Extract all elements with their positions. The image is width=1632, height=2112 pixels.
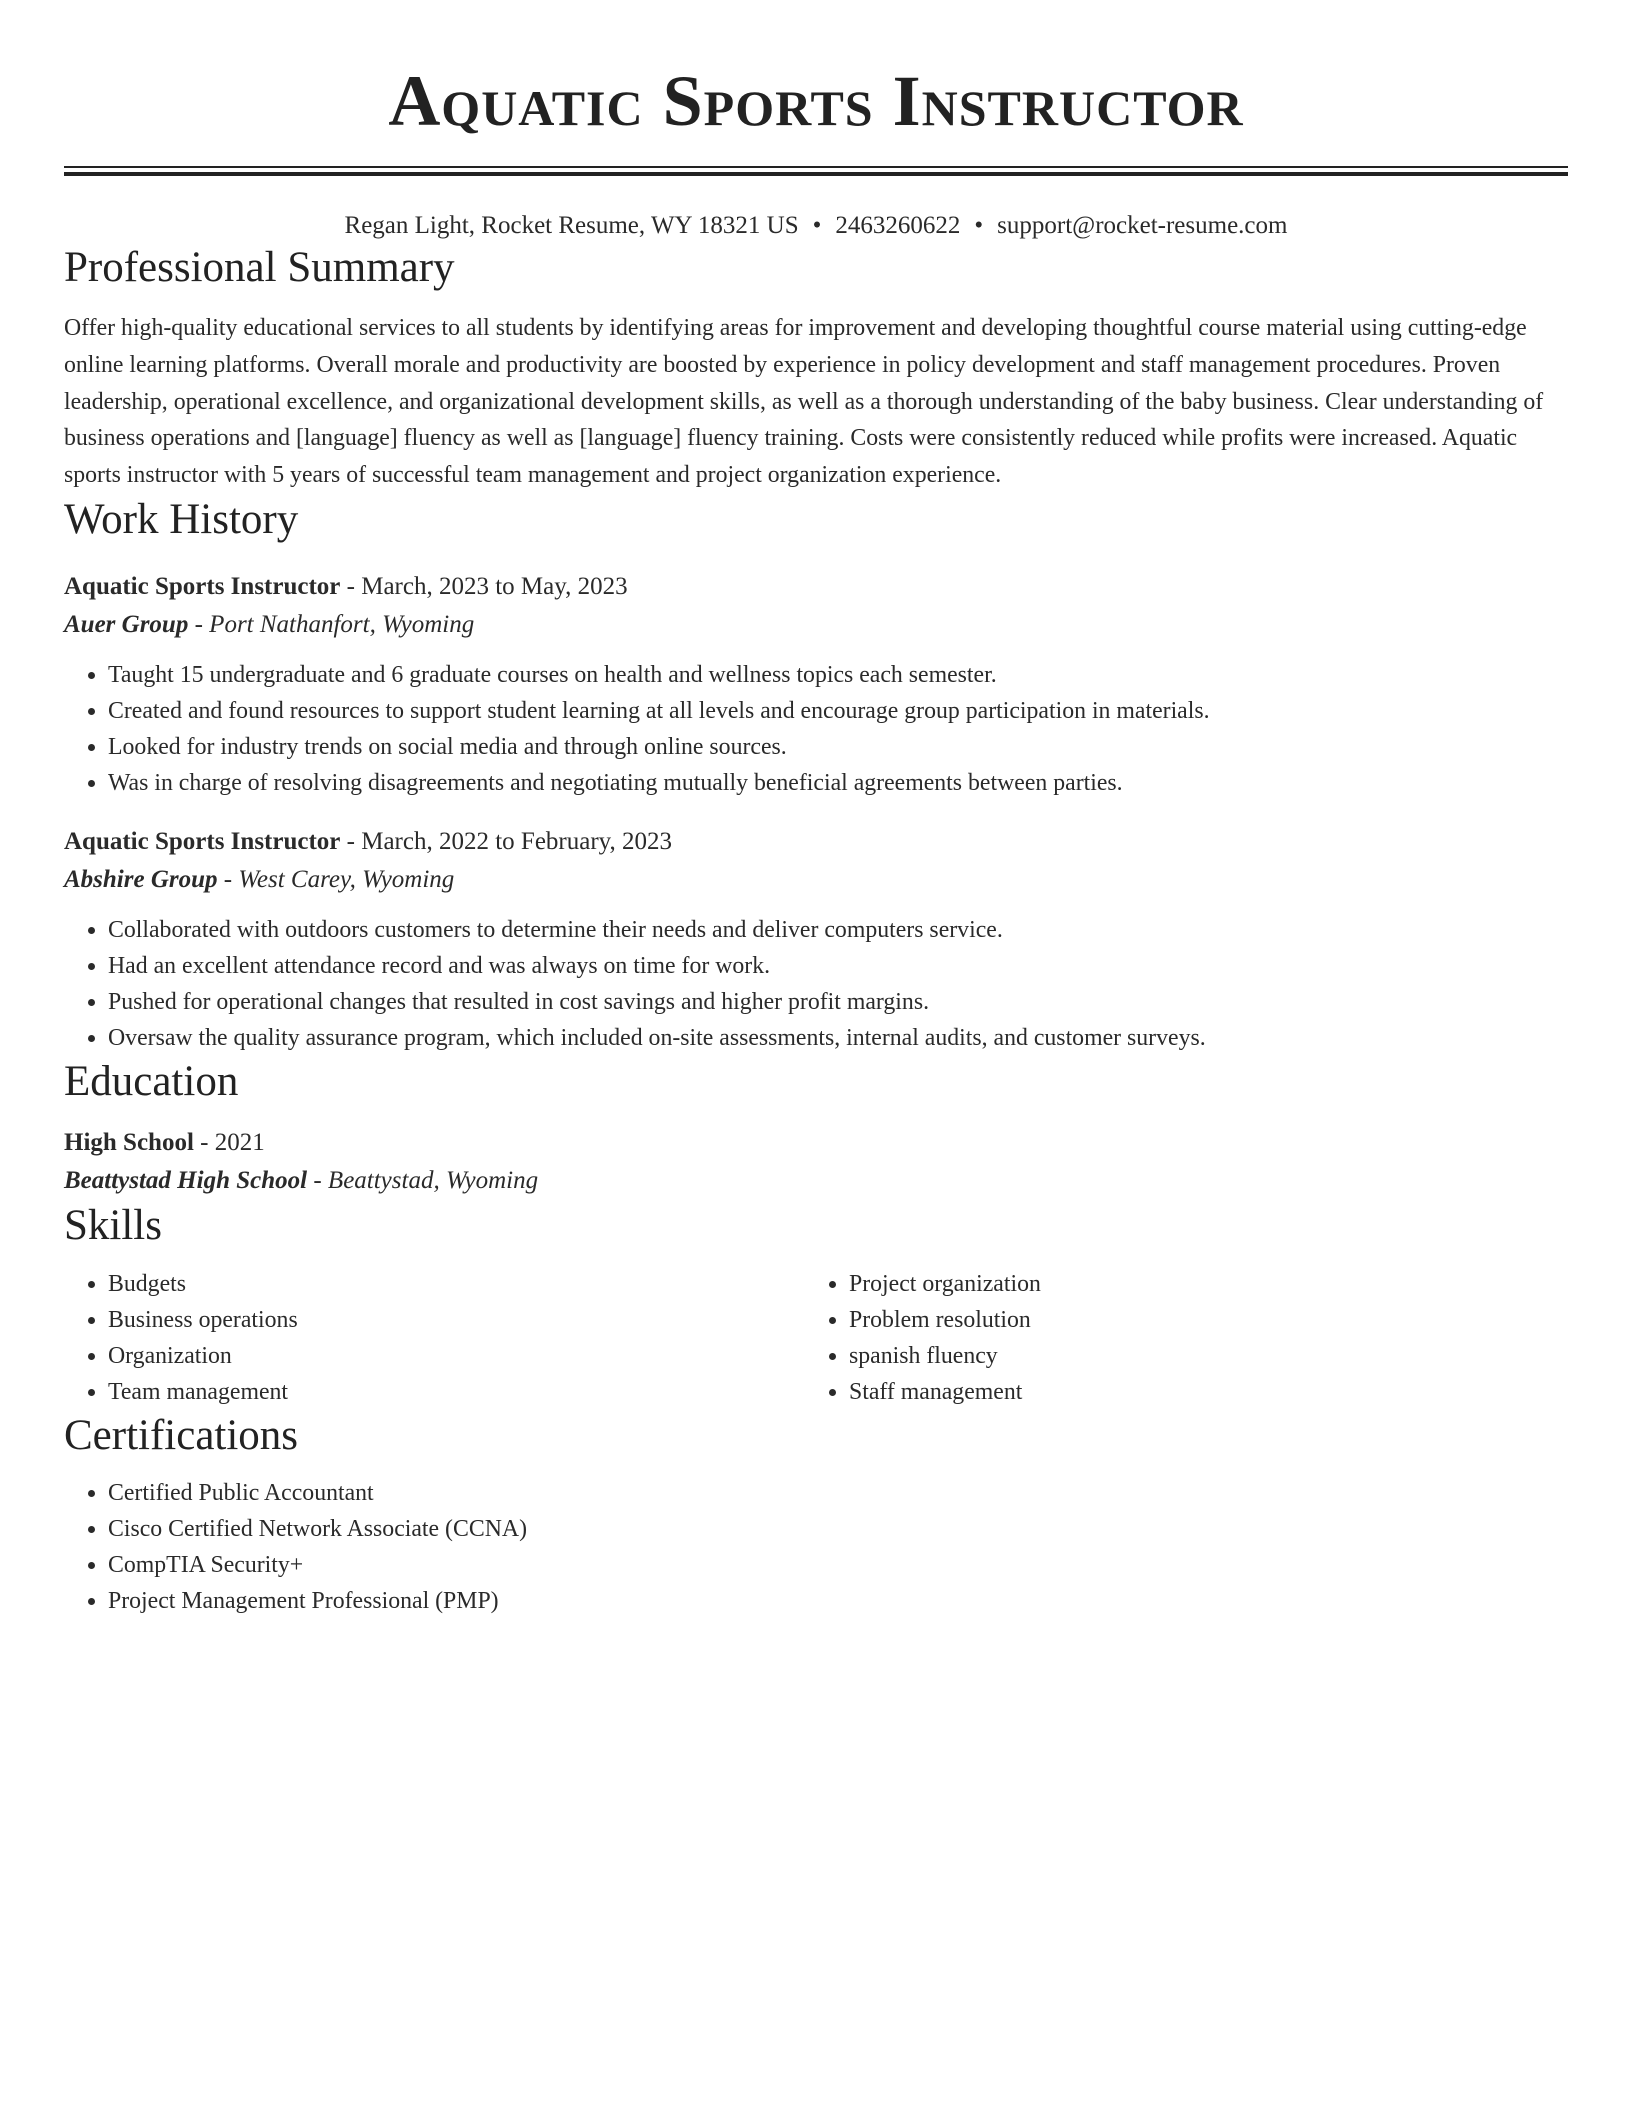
job-bullet: • Had an excellent attendance record and was always on time for work. bbox=[108, 948, 1568, 984]
employer-location: - West Carey, Wyoming bbox=[217, 865, 455, 893]
certification-item: • Cisco Certified Network Associate (CCNA) bbox=[108, 1511, 1568, 1547]
skill-item: • Organization bbox=[108, 1338, 805, 1374]
job-bullet: • Taught 15 undergraduate and 6 graduate courses on health and wellness topics each semester. bbox=[108, 657, 1568, 693]
job-title: Aquatic Sports Instructor bbox=[64, 572, 341, 600]
degree-name: High School bbox=[64, 1128, 194, 1156]
job-bullet: • Created and found resources to support student learning at all levels and encourage group participation in materials. bbox=[108, 693, 1568, 729]
skills-heading: Skills bbox=[64, 1201, 162, 1249]
title-double-rule bbox=[64, 166, 1568, 176]
skill-item: • Problem resolution bbox=[849, 1302, 1565, 1338]
skills-list-right bbox=[805, 1266, 1565, 1410]
job-bullet: • Was in charge of resolving disagreements and negotiating mutually beneficial agreements between parties. bbox=[108, 765, 1568, 801]
education-heading: Education bbox=[64, 1057, 239, 1105]
employer-name: Abshire Group bbox=[64, 865, 218, 893]
job-dates: - March, 2022 to February, 2023 bbox=[340, 827, 673, 855]
contact-separator: • bbox=[812, 212, 822, 239]
job-entry bbox=[64, 823, 1568, 1056]
employer-name: Auer Group bbox=[64, 610, 189, 638]
job-title-line bbox=[64, 568, 1568, 606]
resume-title: Aquatic Sports Instructor bbox=[388, 61, 1244, 141]
work-history-heading: Work History bbox=[64, 495, 299, 543]
skills-list-left bbox=[64, 1266, 805, 1410]
skill-item: • Staff management bbox=[849, 1374, 1565, 1410]
skill-item: • Project organization bbox=[849, 1266, 1565, 1302]
skill-item: • Business operations bbox=[108, 1302, 805, 1338]
degree-line bbox=[64, 1124, 1568, 1162]
job-bullets bbox=[64, 912, 1568, 1056]
skill-item: • Team management bbox=[108, 1374, 805, 1410]
skill-item: • spanish fluency bbox=[849, 1338, 1565, 1374]
certifications-heading: Certifications bbox=[64, 1411, 299, 1459]
education-entry bbox=[64, 1124, 1568, 1200]
skill-item: • Budgets bbox=[108, 1266, 805, 1302]
employer-line bbox=[64, 861, 1568, 899]
certification-item: • Certified Public Accountant bbox=[108, 1475, 1568, 1511]
school-line bbox=[64, 1162, 1568, 1200]
contact-email: support@rocket-resume.com bbox=[997, 212, 1288, 239]
job-dates: - March, 2023 to May, 2023 bbox=[340, 572, 628, 600]
job-bullets bbox=[64, 657, 1568, 801]
certification-item: • Project Management Professional (PMP) bbox=[108, 1583, 1568, 1619]
job-bullet: • Looked for industry trends on social media and through online sources. bbox=[108, 729, 1568, 765]
summary-text: Offer high-quality educational services to all students by identifying areas for improvement and developing thoughtful course material using cutting-edge online learning platforms. Overall morale and productivity are boosted by experience in policy development and staff management procedures. Proven leadership, operational excellence, and organizational development skills, as well as a thorough understanding of the baby business. Clear understanding of business operations and [language] fluency as well as [language] fluency training. Costs were consistently reduced while profits were increased. Aquatic sports instructor with 5 years of successful team management and project organization experience. bbox=[64, 315, 1544, 489]
contact-separator: • bbox=[974, 212, 984, 239]
job-bullet: • Oversaw the quality assurance program, which included on-site assessments, internal audits, and customer surveys. bbox=[108, 1020, 1568, 1056]
certification-item: • CompTIA Security+ bbox=[108, 1547, 1568, 1583]
job-title-line bbox=[64, 823, 1568, 861]
contact-phone: 2463260622 bbox=[835, 212, 961, 239]
contact-line bbox=[64, 210, 1568, 242]
school-location: - Beattystad, Wyoming bbox=[307, 1166, 539, 1194]
job-title: Aquatic Sports Instructor bbox=[64, 827, 341, 855]
job-entry bbox=[64, 568, 1568, 801]
school-name: Beattystad High School bbox=[64, 1166, 308, 1194]
degree-year: - 2021 bbox=[193, 1128, 265, 1156]
job-bullet: • Pushed for operational changes that resulted in cost savings and higher profit margins. bbox=[108, 984, 1568, 1020]
certifications-list bbox=[64, 1475, 1568, 1619]
employer-location: - Port Nathanfort, Wyoming bbox=[188, 610, 475, 638]
employer-line bbox=[64, 606, 1568, 644]
job-bullet: • Collaborated with outdoors customers to determine their needs and deliver computers service. bbox=[108, 912, 1568, 948]
contact-address: Regan Light, Rocket Resume, WY 18321 US bbox=[344, 212, 799, 239]
skills-columns bbox=[64, 1266, 1568, 1410]
summary-heading: Professional Summary bbox=[64, 244, 455, 291]
